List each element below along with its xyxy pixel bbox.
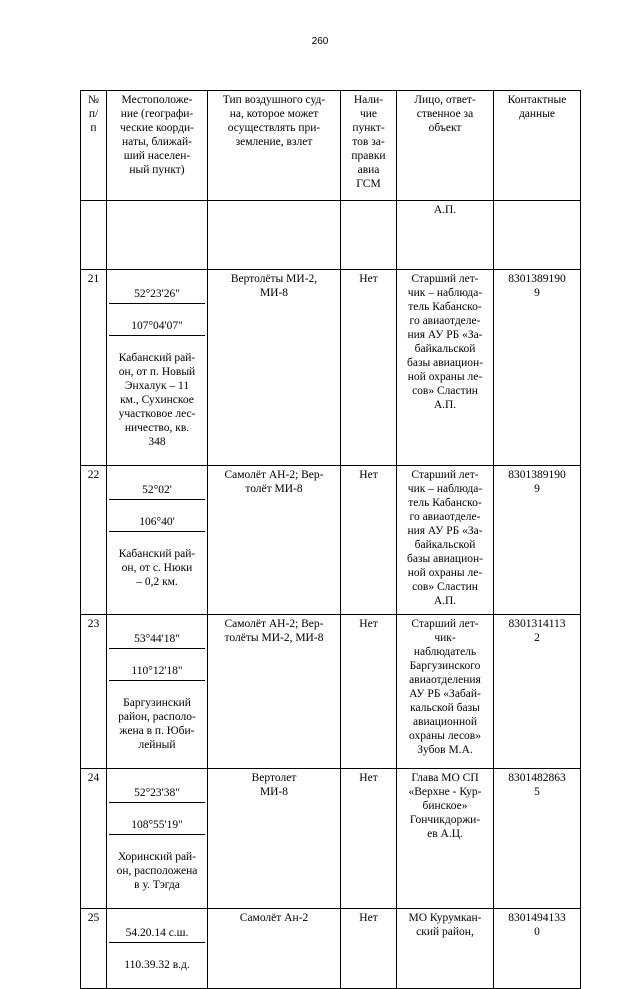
continuation-row <box>81 201 581 270</box>
location-cell <box>107 615 208 769</box>
latitude: 54.20.14 с.ш. <box>109 925 205 943</box>
latitude: 53°44'18" <box>109 631 205 649</box>
fuel-availability: Нет <box>341 270 397 466</box>
place-description: Кабанский рай- он, от с. Нюки – 0,2 км. <box>118 548 196 588</box>
table-row <box>81 270 581 466</box>
aircraft-type: Самолёт АН-2; Вер- толёт МИ-8 <box>208 466 341 615</box>
longitude: 110.39.32 в.д. <box>124 959 190 971</box>
continuation-person: А.П. <box>397 201 494 270</box>
header-aircraft: Тип воздушного суд- на, которое может осуществлять при- земление, взлет <box>208 91 341 201</box>
fuel-availability: Нет <box>341 909 397 989</box>
fuel-availability: Нет <box>341 466 397 615</box>
location-cell <box>107 466 208 615</box>
responsible-person: Старший лет- чик – наблюда- тель Кабанско- го авиаотделе- ния АУ РБ «За- байкальской базы авиацион- ной охраны ле- сов» Сластин А.П. <box>397 270 494 466</box>
table-row <box>81 466 581 615</box>
longitude: 110°12'18" <box>109 663 205 681</box>
row-number: 24 <box>81 769 107 909</box>
contact-phone: 8301494133 0 <box>494 909 581 989</box>
header-contact: Контактные данные <box>494 91 581 201</box>
responsible-person: МО Курумкан- ский район, <box>397 909 494 989</box>
header-location: Местоположе- ние (географи- ческие коорди- наты, ближай- ший населен- ный пункт) <box>107 91 208 201</box>
header-num: № п/ п <box>81 91 107 201</box>
longitude: 107°04'07" <box>109 318 205 336</box>
aircraft-type: Самолёт Ан-2 <box>208 909 341 989</box>
responsible-person: Глава МО СП «Верхне - Кур- бинское» Гончикдоржи- ев А.Ц. <box>397 769 494 909</box>
latitude: 52°23'38" <box>109 785 205 803</box>
responsible-person: Старший лет- чик – наблюда- тель Кабанско- го авиаотделе- ния АУ РБ «За- байкальской базы авиацион- ной охраны ле- сов» Сластин А.П. <box>397 466 494 615</box>
place-description: Баргузинский район, располо- жена в п. Юби- лейный <box>118 697 196 751</box>
row-number: 25 <box>81 909 107 989</box>
table-row <box>81 909 581 989</box>
location-cell <box>107 270 208 466</box>
place-description: Кабанский рай- он, от п. Новый Энхалук – 11 км., Сухинское участковое лес- ничество, кв. 348 <box>118 352 196 448</box>
aircraft-type: Самолёт АН-2; Вер- толёты МИ-2, МИ-8 <box>208 615 341 769</box>
aircraft-type: Вертолёты МИ-2, МИ-8 <box>208 270 341 466</box>
page-number: 260 <box>311 36 329 47</box>
contact-phone: 8301389190 9 <box>494 270 581 466</box>
contact-phone: 8301482863 5 <box>494 769 581 909</box>
longitude: 108°55'19" <box>109 817 205 835</box>
responsible-person: Старший лет- чик- наблюдатель Баргузинского авиаотделения АУ РБ «Забай- кальской базы авиационной охраны лесов» Зубов М.А. <box>397 615 494 769</box>
header-fuel: Нали- чие пункт- тов за- правки авиа ГСМ <box>341 91 397 201</box>
latitude: 52°23'26" <box>109 286 205 304</box>
table-row <box>81 769 581 909</box>
location-cell <box>107 909 208 989</box>
row-number: 23 <box>81 615 107 769</box>
fuel-availability: Нет <box>341 769 397 909</box>
table-header-row <box>81 91 581 201</box>
location-cell <box>107 769 208 909</box>
row-number: 22 <box>81 466 107 615</box>
aircraft-type: Вертолет МИ-8 <box>208 769 341 909</box>
airfield-table <box>80 90 581 989</box>
latitude: 52°02' <box>109 482 205 500</box>
fuel-availability: Нет <box>341 615 397 769</box>
row-number: 21 <box>81 270 107 466</box>
contact-phone: 8301389190 9 <box>494 466 581 615</box>
longitude: 106°40' <box>109 514 205 532</box>
table-row <box>81 615 581 769</box>
header-person: Лицо, ответ- ственное за объект <box>397 91 494 201</box>
place-description: Хоринский рай- он, расположена в у. Тэгда <box>116 851 198 891</box>
contact-phone: 8301314113 2 <box>494 615 581 769</box>
